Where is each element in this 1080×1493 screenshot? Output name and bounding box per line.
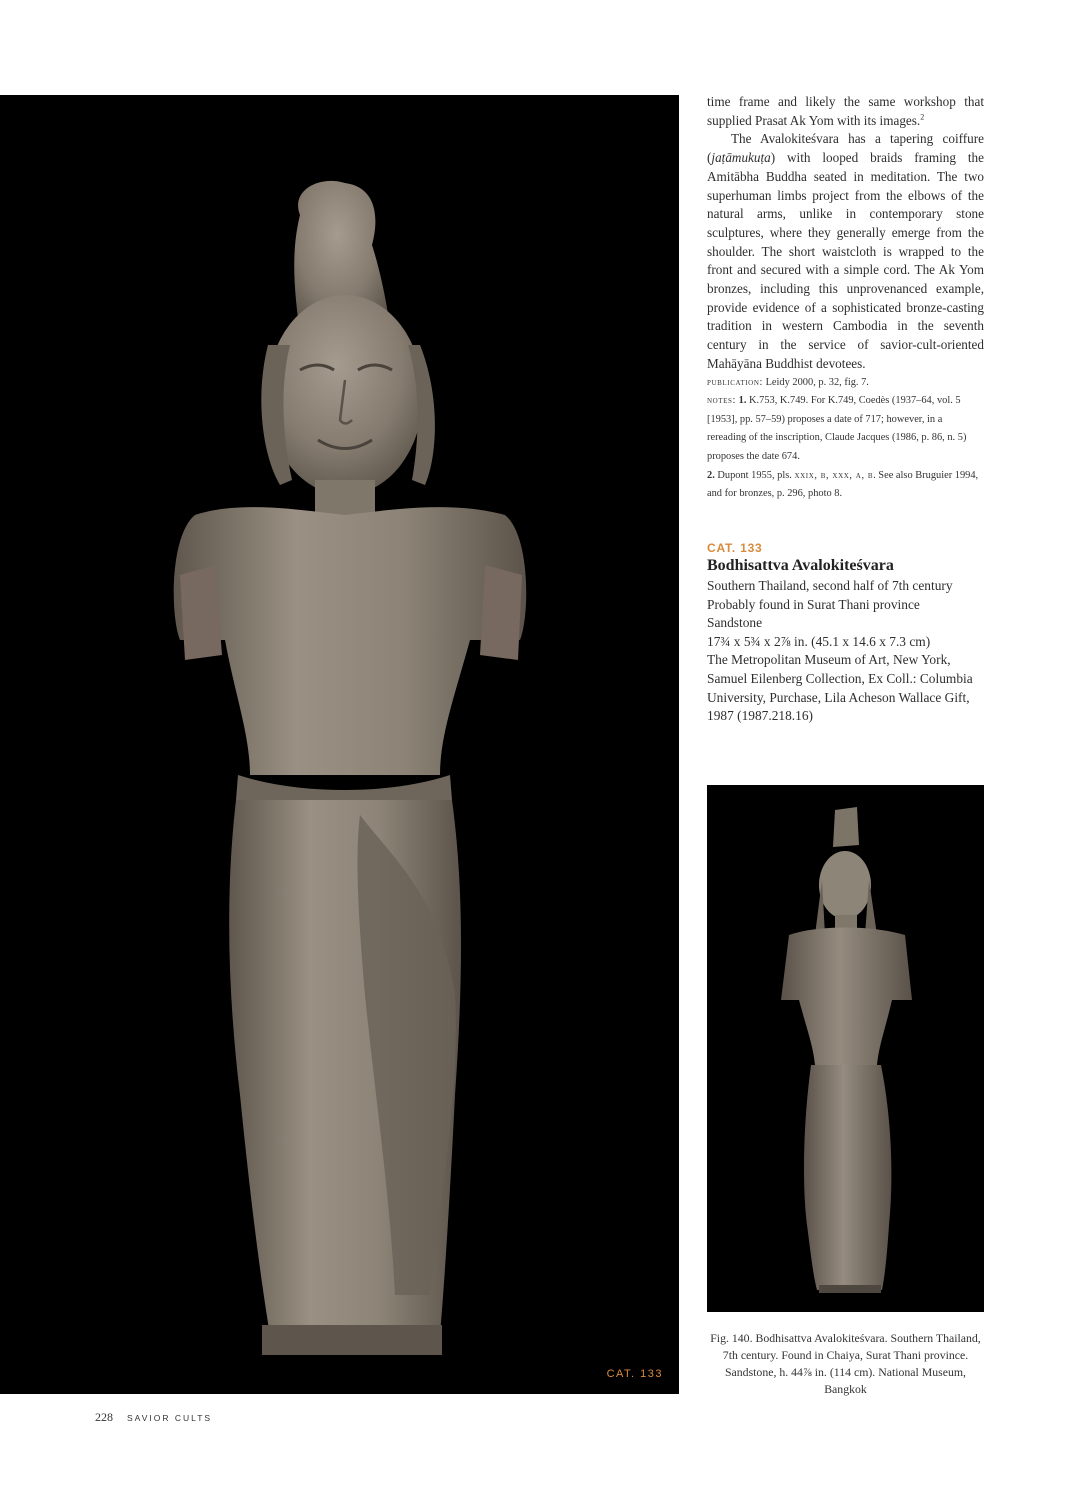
publication-label: publication:: [707, 376, 763, 388]
catalogue-line-dimensions: 17¾ x 5¾ x 2⅞ in. (45.1 x 14.6 x 7.3 cm): [707, 633, 931, 649]
publication-text: Leidy 2000, p. 32, fig. 7.: [762, 376, 869, 388]
catalogue-line-material: Sandstone: [707, 615, 763, 631]
body-paragraph-2-part-a: The Avalokiteśvara has a tapering coiffure (: [707, 131, 984, 166]
publication-note: [707, 374, 984, 393]
note-ref-2[interactable]: 2: [920, 112, 925, 122]
page-number: 228: [95, 1410, 113, 1424]
body-text-column: [707, 93, 984, 504]
catalogue-number: CAT. 133: [707, 541, 763, 555]
catalogue-title: Bodhisattva Avalokiteśvara: [707, 557, 894, 574]
note-2-text-a: Dupont 1955, pls.: [714, 469, 795, 481]
figure-sculpture-illustration: [707, 785, 984, 1312]
catalogue-entry: [707, 541, 987, 726]
notes-label: notes:: [707, 395, 737, 407]
running-head: SAVIOR CULTS: [127, 1413, 213, 1423]
note-2-number: 2.: [707, 469, 715, 481]
note-1-number: 1.: [738, 395, 747, 407]
note-2-plates: xxix, b, xxx, a, b: [794, 469, 874, 481]
figure-140-photo: [707, 785, 984, 1312]
catalogue-line-origin: Southern Thailand, second half of 7th century: [707, 578, 953, 593]
figure-caption-text: Fig. 140. Bodhisattva Avalokiteśvara. Southern Thailand, 7th century. Found in Chaiya, Surat Thani province. Sandstone, h. 44⅞ in. (114 cm). National Museum, Bangkok: [710, 1331, 981, 1396]
main-sculpture-photo: [0, 95, 679, 1394]
body-paragraph-2-part-b: ) with looped braids framing the Amitābha Buddha seated in meditation. The two superhuman limbs project from the elbows of the natural arms, unlike in contemporary stone sculptures, where they generally emerge from the shoulder. The short waistcloth is wrapped to the front and secured with a simple cord. The Ak Yom bronzes, including this unprovenanced example, provide evidence of a sophisticated bronze-casting tradition in western Cambodia in the seventh century in the service of savior-cult-oriented Mahāyāna Buddhist devotees.: [707, 150, 984, 371]
note-1-text: K.753, K.749. For K.749, Coedès (1937–64, vol. 5 [1953], pp. 57–59) proposes a date of 717; however, in a rereading of the inscription, Claude Jacques (1986, p. 86, n. 5) proposes the date 674.: [707, 395, 967, 462]
body-paragraph-1-text: time frame and likely the same workshop that supplied Prasat Ak Yom with its images.: [707, 94, 984, 128]
catalogue-line-credit: The Metropolitan Museum of Art, New York, Samuel Eilenberg Collection, Ex Coll.: Columbia University, Purchase, Lila Acheson Wallace Gift, 1987 (1987.218.16): [707, 652, 973, 724]
note-2-text-b: . See also Bruguier 1994, and for bronzes, p. 296, photo 8.: [707, 469, 979, 500]
page-footer: [95, 1410, 212, 1425]
sculpture-illustration: [0, 95, 679, 1394]
coiffure-term: jaṭāmukuṭa: [711, 150, 771, 166]
body-paragraph-1: [707, 93, 984, 130]
body-paragraph-2: [707, 130, 984, 373]
catalogue-line-findspot: Probably found in Surat Thani province: [707, 596, 920, 612]
notes-block: [707, 392, 984, 504]
figure-140-caption: [707, 1330, 984, 1398]
photo-cat-label: CAT. 133: [606, 1368, 663, 1380]
